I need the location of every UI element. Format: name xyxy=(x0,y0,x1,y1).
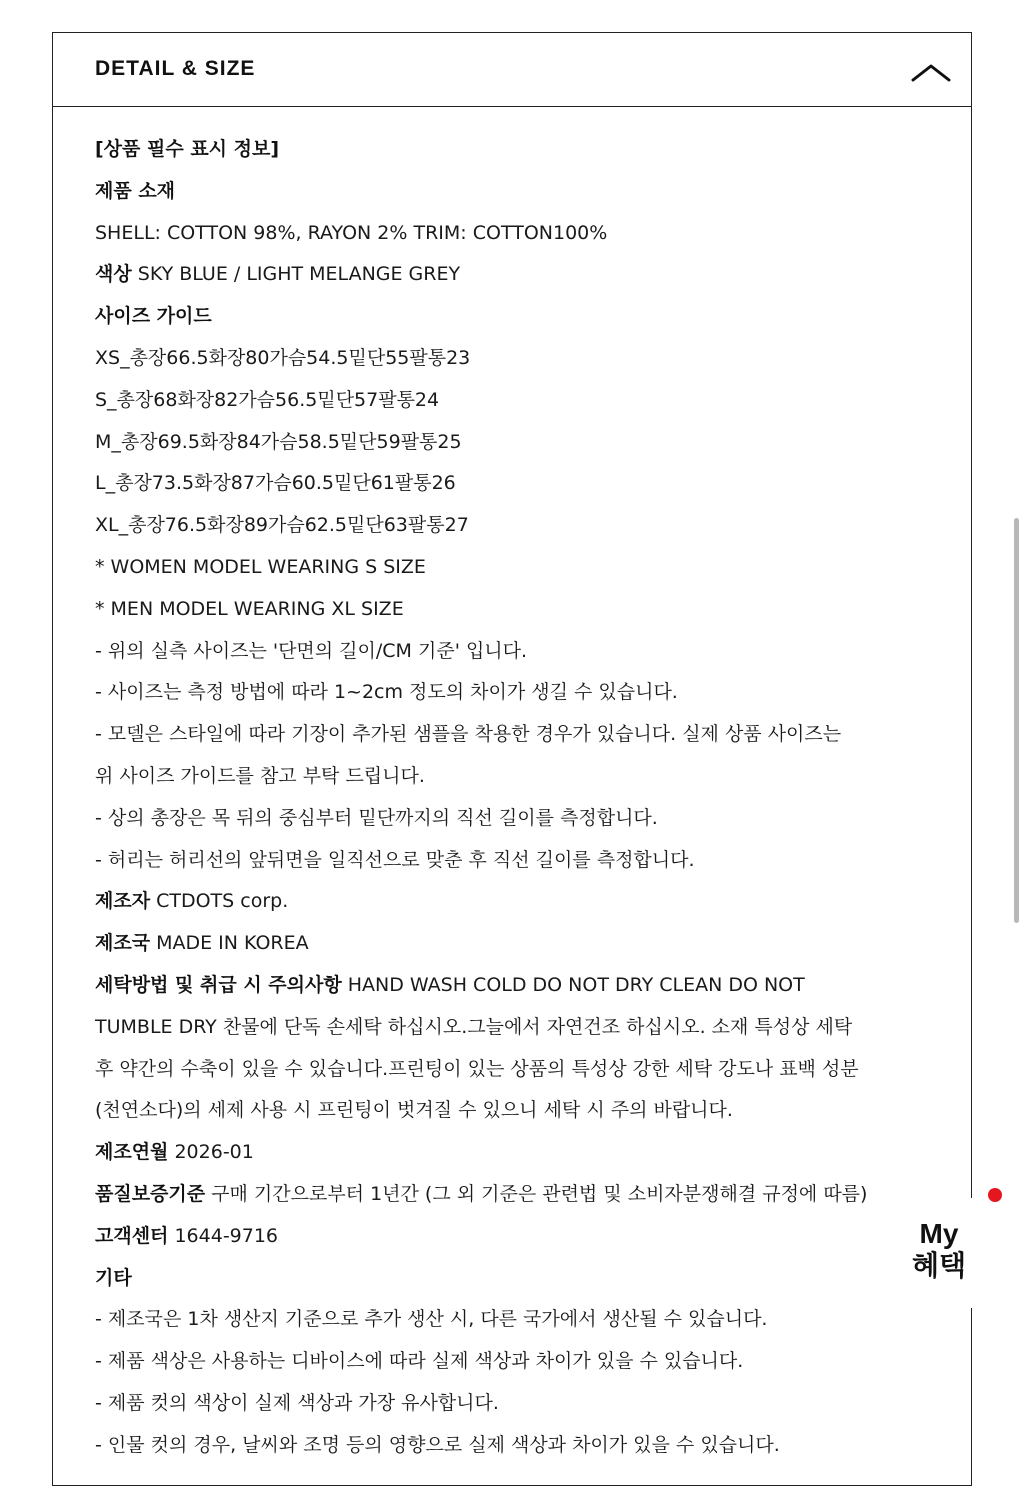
detail-line xyxy=(95,1299,929,1341)
detail-line xyxy=(95,798,929,840)
detail-line xyxy=(95,881,929,923)
detail-label: 사이즈 가이드 xyxy=(95,305,212,328)
detail-size-panel xyxy=(52,32,972,1486)
detail-label: [상품 필수 표시 정보] xyxy=(95,138,280,160)
detail-label: 색상 xyxy=(95,263,132,286)
detail-text: S_총장68화장82가슴56.5밑단57팔통24 xyxy=(95,388,440,411)
detail-content xyxy=(95,129,929,1467)
detail-text: 후 약간의 수축이 있을 수 있습니다.프린팅이 있는 상품의 특성상 강한 세탁 강도나 표백 성분 xyxy=(95,1057,859,1080)
detail-text: - 상의 총장은 목 뒤의 중심부터 밑단까지의 직선 길이를 측정합니다. xyxy=(95,806,658,829)
scrollbar[interactable] xyxy=(1014,518,1019,923)
benefit-label: 혜택 xyxy=(911,1250,967,1281)
my-label: My xyxy=(919,1218,959,1249)
detail-text: - 사이즈는 측정 방법에 따라 1~2cm 정도의 차이가 생길 수 있습니다. xyxy=(95,681,678,704)
detail-text: SKY BLUE / LIGHT MELANGE GREY xyxy=(131,263,461,286)
detail-line xyxy=(95,213,929,255)
detail-label: 품질보증기준 xyxy=(95,1182,206,1205)
detail-text: XS_총장66.5화장80가슴54.5밑단55팔통23 xyxy=(95,346,471,369)
detail-text: 2026-01 xyxy=(168,1141,254,1164)
my-benefit-button[interactable] xyxy=(900,1198,978,1308)
detail-line xyxy=(95,672,929,714)
detail-text: - 인물 컷의 경우, 날씨와 조명 등의 영향으로 실제 색상과 차이가 있을 수 있습니다. xyxy=(95,1433,780,1456)
detail-label: 제조국 xyxy=(95,932,151,955)
detail-text: L_총장73.5화장87가슴60.5밑단61팔통26 xyxy=(95,472,456,495)
detail-line xyxy=(95,171,929,213)
detail-text: - 허리는 허리선의 앞뒤면을 일직선으로 맞춘 후 직선 길이를 측정합니다. xyxy=(95,848,695,871)
detail-text: - 제품 색상은 사용하는 디바이스에 따라 실제 색상과 차이가 있을 수 있습니다. xyxy=(95,1350,744,1373)
chevron-up-icon[interactable] xyxy=(911,61,951,83)
detail-line xyxy=(95,547,929,589)
detail-line xyxy=(95,422,929,464)
detail-label: 고객센터 xyxy=(95,1224,169,1247)
detail-line xyxy=(95,505,929,547)
detail-line xyxy=(95,1132,929,1174)
detail-text: TUMBLE DRY 찬물에 단독 손세탁 하십시오.그늘에서 자연건조 하십시오. 소재 특성상 세탁 xyxy=(95,1015,853,1038)
detail-text: HAND WASH COLD DO NOT DRY CLEAN DO NOT xyxy=(341,973,805,996)
detail-text: * MEN MODEL WEARING XL SIZE xyxy=(95,597,404,620)
detail-label: 제조연월 xyxy=(95,1141,169,1164)
detail-line xyxy=(95,129,929,171)
detail-line xyxy=(95,840,929,882)
section-title: DETAIL & SIZE xyxy=(95,57,256,80)
detail-text: - 제품 컷의 색상이 실제 색상과 가장 유사합니다. xyxy=(95,1391,499,1414)
detail-line xyxy=(95,1258,929,1300)
detail-line xyxy=(95,1174,929,1216)
detail-line xyxy=(95,1341,929,1383)
detail-line xyxy=(95,965,929,1007)
detail-text: * WOMEN MODEL WEARING S SIZE xyxy=(95,555,426,578)
detail-label: 제조자 xyxy=(95,890,151,913)
detail-line xyxy=(95,589,929,631)
detail-line xyxy=(95,1007,929,1049)
detail-line xyxy=(95,463,929,505)
detail-line xyxy=(95,756,929,798)
detail-size-header[interactable] xyxy=(53,33,971,107)
detail-text: - 모델은 스타일에 따라 기장이 추가된 샘플을 착용한 경우가 있습니다. 실제 상품 사이즈는 xyxy=(95,723,842,746)
detail-line xyxy=(95,1090,929,1132)
detail-line xyxy=(95,254,929,296)
detail-line xyxy=(95,338,929,380)
detail-text: (천연소다)의 세제 사용 시 프린팅이 벗겨질 수 있으니 세탁 시 주의 바랍니다. xyxy=(95,1099,733,1122)
detail-line xyxy=(95,631,929,673)
detail-line xyxy=(95,1425,929,1467)
detail-text: XL_총장76.5화장89가슴62.5밑단63팔통27 xyxy=(95,514,469,537)
detail-label: 제품 소재 xyxy=(95,179,176,202)
detail-line xyxy=(95,1216,929,1258)
detail-text: - 위의 실측 사이즈는 '단면의 길이/CM 기준' 입니다. xyxy=(95,639,528,662)
detail-text: - 제조국은 1차 생산지 기준으로 추가 생산 시, 다른 국가에서 생산될 수 있습니다. xyxy=(95,1308,768,1331)
detail-text: CTDOTS corp. xyxy=(150,890,289,913)
detail-line xyxy=(95,714,929,756)
detail-line xyxy=(95,923,929,965)
detail-line xyxy=(95,380,929,422)
detail-line xyxy=(95,1049,929,1091)
detail-text: 위 사이즈 가이드를 참고 부탁 드립니다. xyxy=(95,764,425,787)
notification-dot xyxy=(988,1188,1002,1202)
detail-text: M_총장69.5화장84가슴58.5밑단59팔통25 xyxy=(95,430,462,453)
detail-text: 1644-9716 xyxy=(168,1224,279,1247)
detail-text: SHELL: COTTON 98%, RAYON 2% TRIM: COTTON100% xyxy=(95,221,608,244)
detail-line xyxy=(95,1383,929,1425)
detail-label: 세탁방법 및 취급 시 주의사항 xyxy=(95,973,342,996)
detail-text: 구매 기간으로부터 1년간 (그 외 기준은 관련법 및 소비자분쟁해결 규정에 따름) xyxy=(205,1182,868,1205)
detail-text: MADE IN KOREA xyxy=(150,932,309,955)
detail-label: 기타 xyxy=(95,1266,132,1289)
detail-line xyxy=(95,296,929,338)
